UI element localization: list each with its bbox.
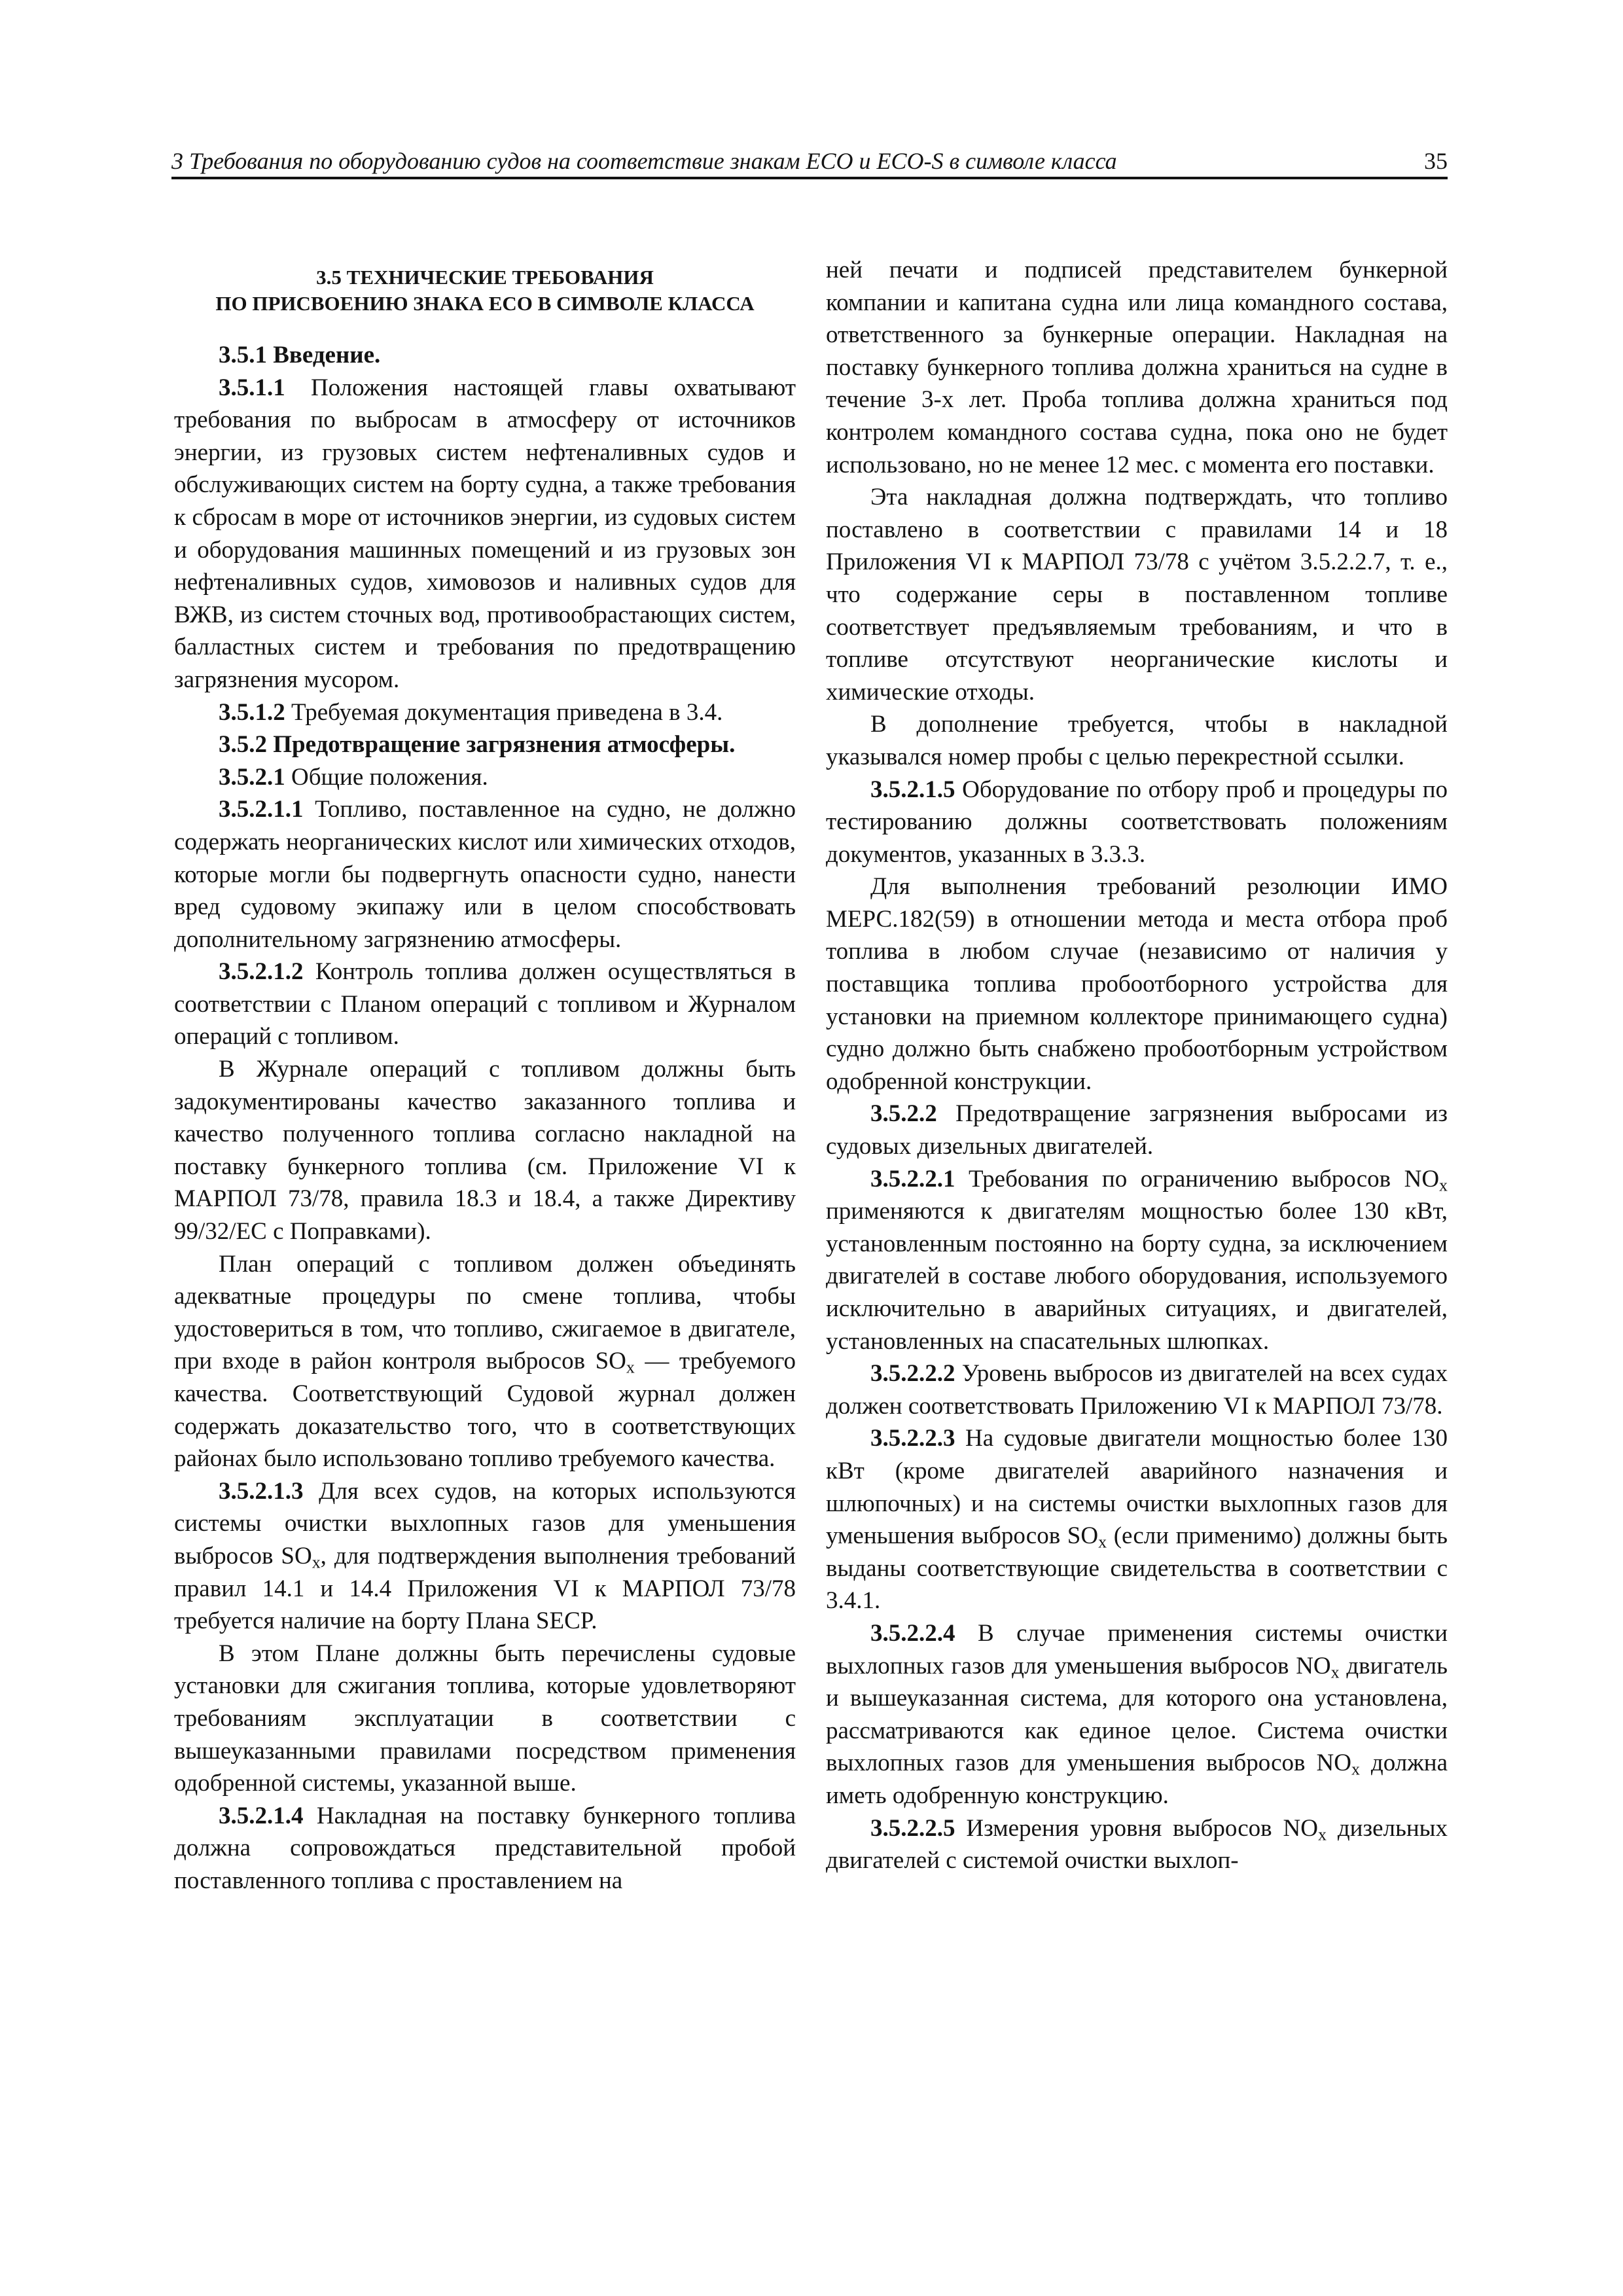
paragraph-text: Контроль топлива должен осуществляться в соответствии с Планом операций с топливом и Журналом операций с топливом. (174, 958, 796, 1050)
paragraph (826, 1617, 1448, 1812)
paragraph (174, 1248, 796, 1475)
paragraph-text: Для выполнения требований резолюции ИМО МЕРС.182(59) в отношении метода и места отбора проб топлива в любом случае (независимо от наличия у поставщика топлива пробоотборного устройства для установки на приемном коллекторе принимающего судна) судно должно быть снабжено пробоотборным устройством одобренной конструкции. (826, 873, 1448, 1095)
running-header (171, 143, 1448, 179)
paragraph-text: (если применимо) должны быть выданы соответствующие свидетельства в соответствии с 3.4.1. (826, 1522, 1448, 1615)
paragraph (826, 1357, 1448, 1422)
paragraph-text: Требуемая документация приведена в 3.4. (291, 698, 723, 726)
paragraph-text: В этом Плане должны быть перечислены судовые установки для сжигания топлива, которые удовлетворяют требованиям эксплуатации в соответствии с вышеуказанными правилами посредством применения одобренной системы, указанной выше. (174, 1640, 796, 1797)
clause-number: 3.5.2.1.3 (219, 1477, 304, 1505)
paragraph-text: Общие положения. (291, 763, 488, 791)
paragraph-text: Накладная на поставку бункерного топлива должна сопровождаться представительной пробой поставленного топлива с проставлением на (174, 1802, 796, 1894)
paragraph (174, 339, 796, 372)
subscript: x (1318, 1824, 1327, 1844)
paragraph (174, 1800, 796, 1897)
paragraph-text: Положения настоящей главы охватывают требования по выбросам в атмосферу от источников энергии, из грузовых систем нефтеналивных судов и обслуживающих систем на борту судна, а также требования к сбросам в море от источников энергии, из судовых систем и оборудования машинных помещений и из грузовых зон нефтеналивных судов, химовозов и наливных судов для ВЖВ, из систем сточных вод, противообрастающих систем, балластных систем и требования по предотвращению загрязнения мусором. (174, 374, 796, 693)
paragraph-text: Топливо, поставленное на судно, не должно содержать неорганических кислот или химических отходов, которые могли бы подвергнуть опасности судно, нанести вред судовому экипажу или в целом способствовать дополнительному загрязнению атмосферы. (174, 796, 796, 953)
clause-heading: Введение. (273, 342, 381, 368)
clause-number: 3.5.2.2.5 (870, 1814, 955, 1842)
paragraph (174, 793, 796, 956)
clause-number: 3.5.2.1.4 (219, 1802, 304, 1829)
paragraph-text: На судовые двигатели мощностью более 130 кВт (кроме двигателей аварийного назначения и шлюпочных) и на системы очистки выхлопных газов для уменьшения выбросов SO (826, 1425, 1448, 1550)
subscript: x (312, 1552, 321, 1572)
paragraph (826, 708, 1448, 773)
paragraph (826, 1098, 1448, 1162)
clause-number: 3.5.2.2.3 (870, 1425, 955, 1452)
paragraph-text: Уровень выбросов из двигателей на всех судах должен соответствовать Приложению VI к МАРПОЛ 73/78. (826, 1360, 1448, 1420)
clause-number: 3.5.1.1 (219, 374, 285, 401)
clause-number: 3.5.2.2.2 (870, 1360, 955, 1388)
section-title (174, 264, 796, 317)
right-column (826, 254, 1448, 1877)
clause-number: 3.5.2.2 (870, 1100, 937, 1128)
paragraph-text: Измерения уровня выбросов NO (966, 1814, 1318, 1842)
paragraph-text: , для подтверждения выполнения требований правил 14.1 и 14.4 Приложения VI к МАРПОЛ 73/78 требуется наличие на борту Плана SECP. (174, 1542, 796, 1635)
paragraph-text: двигатель и вышеуказанная система, для которого она установлена, рассматриваются как единое целое. Система очистки выхлопных газов для уменьшения выбросов NO (826, 1652, 1448, 1777)
paragraph-text: Оборудование по отбору проб и процедуры по тестированию должны соответствовать положениям документов, указанных в 3.3.3. (826, 776, 1448, 868)
clause-number: 3.5.2.1 (219, 763, 285, 791)
paragraph (826, 870, 1448, 1098)
paragraph (826, 1422, 1448, 1617)
page-number: 35 (1424, 148, 1448, 174)
paragraph (174, 956, 796, 1053)
subscript: x (1098, 1532, 1107, 1552)
paragraph (826, 1163, 1448, 1358)
paragraph-text: В случае применения системы очистки выхлопных газов для уменьшения выбросов NO (826, 1619, 1448, 1679)
paragraph-text: дизельных двигателей с системой очистки выхлоп- (826, 1814, 1448, 1874)
paragraph-text: Требования по ограничению выбросов NO (968, 1165, 1440, 1193)
paragraph-text: В Журнале операций с топливом должны быть задокументированы качество заказанного топлива и качество полученного топлива согласно накладной на поставку бункерного топлива (см. Приложение VI к МАРПОЛ 73/78, правила 18.3 и 18.4, а также Директиву 99/32/ЕС с Поправками). (174, 1056, 796, 1246)
running-header-title: 3 Требования по оборудованию судов на соответствие знакам ECO и ECO-S в символе класса (171, 148, 1117, 174)
clause-number: 3.5.2 (219, 731, 267, 759)
paragraph-text: В дополнение требуется, чтобы в накладной указывался номер пробы с целью перекрестной ссылки. (826, 711, 1448, 770)
paragraph (174, 1475, 796, 1638)
header-rule (171, 177, 1448, 179)
paragraph (174, 728, 796, 761)
subscript: x (1439, 1175, 1448, 1195)
section-title-line1: 3.5 ТЕХНИЧЕСКИЕ ТРЕБОВАНИЯ (316, 266, 654, 289)
clause-number: 3.5.2.1.1 (219, 796, 304, 823)
paragraph-text: Для всех судов, на которых используются системы очистки выхлопных газов для уменьшения выбросов SO (174, 1477, 796, 1570)
paragraph (826, 254, 1448, 481)
subscript: x (626, 1357, 635, 1377)
paragraph-text: применяются к двигателям мощностью более 130 кВт, установленным постоянно на борту судна, за исключением двигателей в составе любого оборудования, используемого исключительно в аварийных ситуациях, и двигателей, установленных на спасательных шлюпках. (826, 1198, 1448, 1355)
clause-heading: Предотвращение загрязнения атмосферы. (273, 731, 736, 759)
clause-number: 3.5.2.1.2 (219, 958, 304, 986)
paragraph (174, 372, 796, 696)
paragraph-text: План операций с топливом должен объединять адекватные процедуры по смене топлива, чтобы удостовериться в том, что топливо, сжигаемое в двигателе, при входе в район контроля выбросов SO (174, 1250, 796, 1375)
paragraph-text: ней печати и подписей представителем бункерной компании и капитана судна или лица командного состава, ответственного за бункерные операции. Накладная на поставку бункерного топлива должна храниться на судне в течение 3-х лет. Проба топлива должна храниться под контролем командного состава судна, пока оно не будет использовано, но не менее 12 мес. с момента его поставки. (826, 257, 1448, 478)
paragraph-text: Эта накладная должна подтверждать, что топливо поставлено в соответствии с правилами 14 и 18 Приложения VI к МАРПОЛ 73/78 с учётом 3.5.2.2.7, т. е., что содержание серы в поставленном топливе соответствует предъявляемым требованиям, и что в топливе отсутствуют неорганические кислоты и химические отходы. (826, 484, 1448, 706)
section-title-line2: ПО ПРИСВОЕНИЮ ЗНАКА ECO В СИМВОЛЕ КЛАССА (215, 292, 755, 315)
paragraph (826, 1812, 1448, 1877)
paragraph (826, 774, 1448, 871)
left-column (174, 254, 796, 1897)
subscript: x (1330, 1662, 1340, 1681)
subscript: x (1351, 1759, 1360, 1779)
paragraph (174, 1053, 796, 1248)
paragraph-text: Предотвращение загрязнения выбросами из судовых дизельных двигателей. (826, 1100, 1448, 1160)
paragraph (826, 481, 1448, 708)
paragraph (174, 761, 796, 794)
clause-number: 3.5.2.1.5 (870, 776, 955, 803)
paragraph-text: должна иметь одобренную конструкцию. (826, 1749, 1448, 1809)
paragraph-text: — требуемого качества. Соответствующий Судовой журнал должен содержать доказательство того, что в соответствующих районах было использовано топливо требуемого качества. (174, 1348, 796, 1473)
paragraph (174, 696, 796, 729)
clause-number: 3.5.1 (219, 342, 267, 368)
clause-number: 3.5.1.2 (219, 698, 285, 726)
paragraph (174, 1638, 796, 1800)
clause-number: 3.5.2.2.4 (870, 1619, 955, 1647)
clause-number: 3.5.2.2.1 (870, 1165, 955, 1193)
